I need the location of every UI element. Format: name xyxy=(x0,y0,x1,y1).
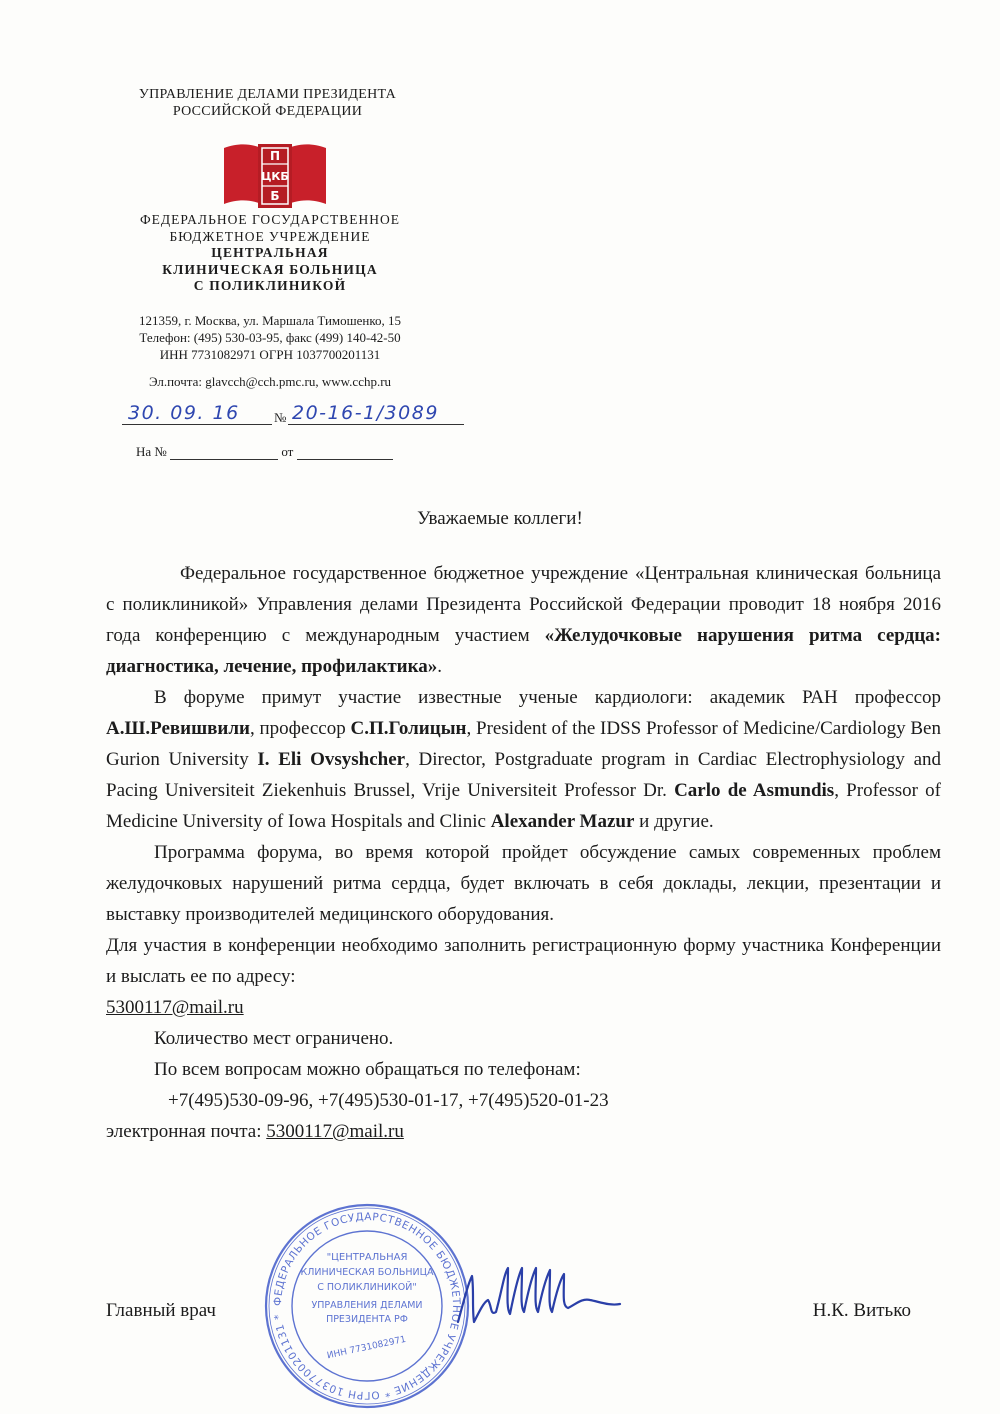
org-line-2: БЮДЖЕТНОЕ УЧРЕЖДЕНИЕ xyxy=(169,228,371,244)
registration-email-para xyxy=(106,992,941,1023)
p2-t6: и другие. xyxy=(634,811,714,832)
logo-letter-bottom: Б xyxy=(270,189,280,203)
number-sign: № xyxy=(274,410,287,425)
p1-text: Федеральное государственное бюджетное учреждение «Центральная клиническая больница с поликлиникой» Управления делами Президента Российской Федерации проводит 18 ноября 2016 года конференцию с международным участием xyxy=(106,563,941,646)
contact-email: Эл.почта: glavcch@cch.pmc.ru, www.cchp.ru xyxy=(148,374,392,389)
phone-numbers: +7(495)530-09-96, +7(495)530-01-17, +7(495)520-01-23 xyxy=(168,1090,609,1111)
ref-from-label: от xyxy=(281,444,294,459)
speaker-name: А.Ш.Ревишвили xyxy=(106,718,250,739)
org-line-3: ЦЕНТРАЛЬНАЯ xyxy=(211,245,329,260)
logo-letters-mid: ЦКБ xyxy=(261,170,289,183)
speaker-name: С.П.Голицын xyxy=(350,718,467,739)
date-line xyxy=(122,412,272,425)
p2-t4: , Director, Postgraduate program in Cardiac Electrophysiology and Pacing Universiteit Ziekenhuis Brussel, Vrije Universiteit Professor Dr. xyxy=(106,749,941,801)
inn-ogrn: ИНН 7731082971 ОГРН 1037700201131 xyxy=(159,347,381,362)
letter-body xyxy=(106,558,941,1147)
agency-header xyxy=(110,86,425,120)
handwritten-date: 30. 09. 16 xyxy=(128,402,240,424)
stamp-inn: ИНН 7731082971 xyxy=(326,1334,407,1362)
outgoing-date-number xyxy=(122,400,482,436)
org-line-5: С ПОЛИКЛИНИКОЙ xyxy=(193,278,347,293)
paragraph-registration: Для участия в конференции необходимо заполнить регистрационную форму участника Конференции и выслать ее по адресу: xyxy=(106,935,941,987)
paragraph-program: Программа форума, во время которой пройдет обсуждение самых современных проблем желудочковых нарушений ритма сердца, будет включать в себя доклады, лекции, презентации и выставку производителей медицинского оборудования. xyxy=(106,842,941,925)
p2-t1: В форуме примут участие известные ученые кардиологи: академик РАН профессор xyxy=(154,687,941,708)
agency-line-2: РОССИЙСКОЙ ФЕДЕРАЦИИ xyxy=(172,104,363,119)
stamp-line-5: ПРЕЗИДЕНТА РФ xyxy=(326,1314,408,1325)
ref-number-blank xyxy=(170,447,278,460)
p2-t2: , профессор xyxy=(249,718,351,739)
speaker-name: I. Eli Ovsyshcher xyxy=(257,749,406,770)
agency-line-1: УПРАВЛЕНИЕ ДЕЛАМИ ПРЕЗИДЕНТА xyxy=(138,87,397,102)
registration-email-link[interactable]: 5300117@mail.ru xyxy=(106,997,244,1018)
organization-name xyxy=(100,212,440,295)
signer-name: Н.К. Витько xyxy=(812,1300,911,1321)
salutation: Уважаемые коллеги! xyxy=(417,508,583,529)
contact-email-link[interactable]: 5300117@mail.ru xyxy=(266,1121,404,1142)
handwritten-number: 20-16-1/3089 xyxy=(292,402,439,424)
reference-line xyxy=(136,444,393,460)
stamp-line-4: УПРАВЛЕНИЯ ДЕЛАМИ xyxy=(311,1300,423,1311)
signer-title: Главный врач xyxy=(106,1300,216,1321)
paragraph-conference xyxy=(106,558,941,682)
p1-end: . xyxy=(437,656,443,677)
org-line-4: КЛИНИЧЕСКАЯ БОЛЬНИЦА xyxy=(162,261,378,277)
contact-email-line xyxy=(106,1116,941,1147)
ref-date-blank xyxy=(297,447,393,460)
conference-title: «Желудочковые нарушения ритма сердца: диагностика, лечение, профилактика» xyxy=(106,625,941,677)
paragraph-contacts: По всем вопросам можно обращаться по телефонам: xyxy=(154,1059,581,1080)
ref-number-label: На № xyxy=(136,444,167,459)
org-line-1: ФЕДЕРАЛЬНОЕ ГОСУДАРСТВЕННОЕ xyxy=(140,212,400,227)
email-label: электронная почта: xyxy=(106,1121,267,1142)
phone-fax: Телефон: (495) 530-03-95, факс (499) 140-42-50 xyxy=(139,330,401,345)
contact-block xyxy=(100,312,440,363)
paragraph-speakers xyxy=(106,682,941,837)
p2-t3: , President of the IDSS Professor of Medicine/Cardiology Ben Gurion University xyxy=(106,718,941,770)
logo-letter-top: П xyxy=(269,149,281,163)
stamp-line-3: С ПОЛИКЛИНИКОЙ" xyxy=(317,1282,417,1293)
stamp-line-2: КЛИНИЧЕСКАЯ БОЛЬНИЦА xyxy=(300,1267,434,1278)
speaker-name: Carlo de Asmundis xyxy=(674,780,835,801)
address: 121359, г. Москва, ул. Маршала Тимошенко, 15 xyxy=(138,313,402,328)
paragraph-limited-seats: Количество мест ограничено. xyxy=(154,1028,394,1049)
p2-t5: , Professor of Medicine University of Iowa Hospitals and Clinic xyxy=(106,780,941,832)
stamp-ring-text: ФЕДЕРАЛЬНОЕ ГОСУДАРСТВЕННОЕ БЮДЖЕТНОЕ УЧРЕЖДЕНИЕ * ОГРН 1037700201131 * xyxy=(271,1210,463,1402)
speaker-name: Alexander Mazur xyxy=(490,811,635,832)
number-line xyxy=(288,412,464,425)
stamp-line-1: "ЦЕНТРАЛЬНАЯ xyxy=(326,1252,408,1263)
signature-row xyxy=(106,1300,911,1322)
hospital-flag-logo xyxy=(220,140,330,210)
